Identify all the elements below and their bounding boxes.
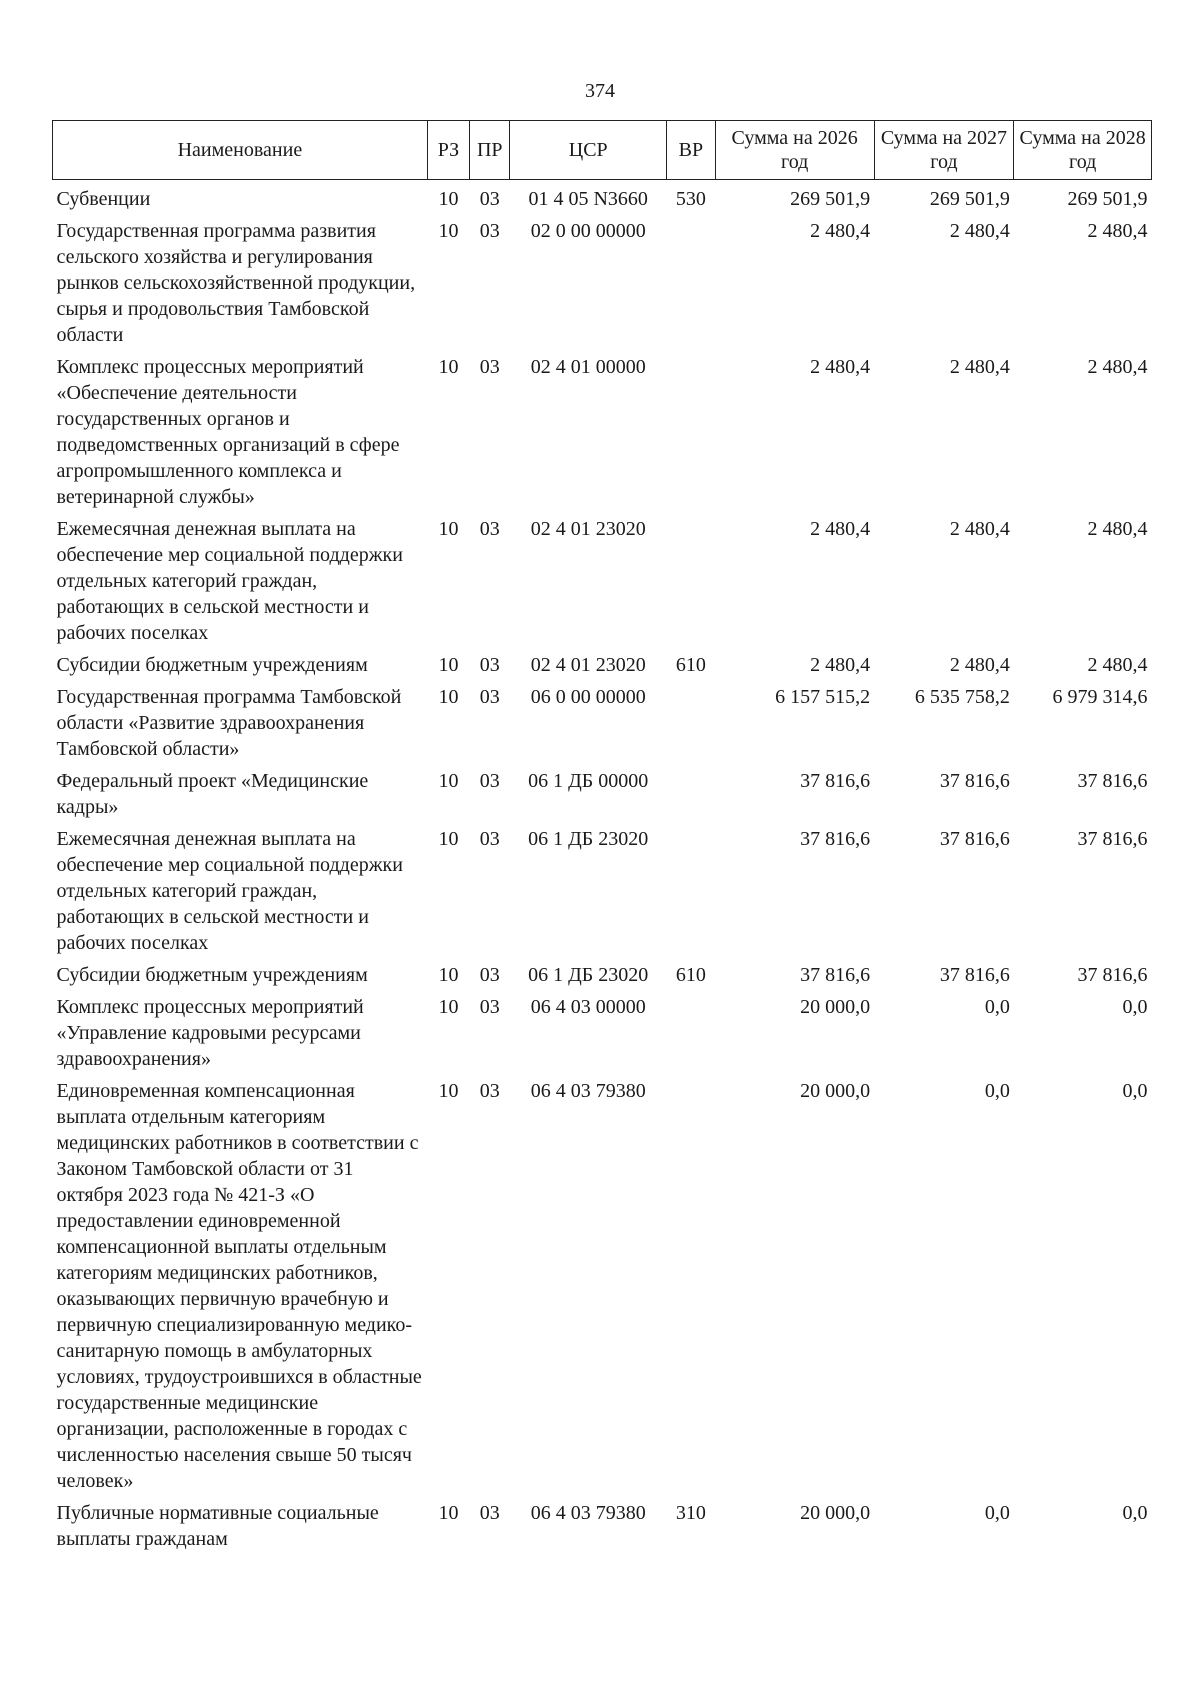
row-vr [667, 678, 716, 762]
row-sum-2026: 2 480,4 [810, 518, 871, 540]
row-name: Единовременная компенсационная выплата отдельным категориям медицинских работников в соответствии с Законом Тамбовской области от 31 октября 2023 года № 421-З «О предоставлении единовременной компенсационной выплаты отдельным категориям медицинских работников, оказывающих первичную врачебную и первичную специализированную медико-санитарную помощь в амбулаторных условиях, трудоустроившихся в областные государственные медицинские организации, расположенные в городах с численностью населения свыше 50 тысяч человек» [56, 1080, 422, 1492]
header-sum-2028: Сумма на 2028 год [1014, 121, 1152, 180]
row-sum-2028: 37 816,6 [1077, 964, 1148, 986]
row-sum-2026: 37 816,6 [800, 828, 871, 850]
row-vr [667, 510, 716, 646]
row-sum-2027: 6 535 758,2 [914, 686, 1010, 708]
row-name: Публичные нормативные социальные выплаты гражданам [56, 1502, 379, 1550]
row-sum-2028: 2 480,4 [1087, 518, 1148, 540]
row-csr: 06 1 ДБ 23020 [528, 828, 649, 850]
header-vr: ВР [667, 121, 716, 180]
row-sum-2026: 37 816,6 [800, 964, 871, 986]
row-vr: 610 [675, 964, 706, 986]
row-vr: 610 [675, 654, 706, 676]
row-csr: 06 4 03 79380 [530, 1080, 646, 1102]
table-header-row [53, 121, 1152, 180]
row-pr: 03 [479, 220, 500, 242]
row-csr: 06 1 ДБ 00000 [528, 770, 649, 792]
row-sum-2026: 2 480,4 [810, 356, 871, 378]
row-sum-2027: 2 480,4 [949, 654, 1010, 676]
row-sum-2028: 269 501,9 [1067, 188, 1148, 210]
row-name: Субсидии бюджетным учреждениям [56, 654, 368, 676]
row-vr: 310 [675, 1502, 706, 1524]
row-sum-2027: 2 480,4 [949, 518, 1010, 540]
row-csr: 06 1 ДБ 23020 [528, 964, 649, 986]
row-pr: 03 [479, 770, 500, 792]
row-csr: 06 4 03 79380 [530, 1502, 646, 1524]
row-csr: 02 4 01 23020 [530, 654, 646, 676]
row-sum-2026: 2 480,4 [810, 220, 871, 242]
row-pr: 03 [479, 654, 500, 676]
row-name: Комплекс процессных мероприятий «Обеспечение деятельности государственных органов и подведомственных организаций в сфере агропромышленного комплекса и ветеринарной службы» [56, 356, 400, 508]
row-csr: 02 4 01 00000 [530, 356, 646, 378]
row-sum-2028: 2 480,4 [1087, 356, 1148, 378]
row-vr [667, 820, 716, 956]
row-rz: 10 [438, 356, 459, 378]
row-rz: 10 [438, 996, 459, 1018]
table-row [53, 762, 1152, 820]
row-sum-2027: 2 480,4 [949, 220, 1010, 242]
row-sum-2028: 2 480,4 [1087, 654, 1148, 676]
row-csr: 01 4 05 N3660 [528, 188, 648, 210]
table-row [53, 180, 1152, 213]
row-rz: 10 [438, 686, 459, 708]
row-rz: 10 [438, 654, 459, 676]
table-row [53, 646, 1152, 678]
row-sum-2027: 2 480,4 [949, 356, 1010, 378]
row-pr: 03 [479, 188, 500, 210]
row-rz: 10 [438, 770, 459, 792]
header-sum-2026: Сумма на 2026 год [715, 121, 874, 180]
row-pr: 03 [479, 1502, 500, 1524]
row-sum-2026: 20 000,0 [800, 996, 871, 1018]
row-rz: 10 [438, 964, 459, 986]
row-sum-2026: 20 000,0 [800, 1080, 871, 1102]
row-vr: 530 [675, 188, 706, 210]
row-name: Государственная программа развития сельского хозяйства и регулирования рынков сельскохозяйственной продукции, сырья и продовольствия Тамбовской области [56, 220, 416, 346]
header-sum-2027: Сумма на 2027 год [874, 121, 1014, 180]
row-sum-2027: 0,0 [984, 1080, 1010, 1102]
table-row [53, 988, 1152, 1072]
row-sum-2027: 0,0 [984, 1502, 1010, 1524]
row-sum-2028: 0,0 [1122, 1502, 1148, 1524]
row-pr: 03 [479, 686, 500, 708]
row-sum-2026: 6 157 515,2 [775, 686, 871, 708]
row-pr: 03 [479, 518, 500, 540]
row-pr: 03 [479, 1080, 500, 1102]
table-row [53, 212, 1152, 348]
table-row [53, 956, 1152, 988]
row-pr: 03 [479, 964, 500, 986]
row-csr: 02 0 00 00000 [530, 220, 646, 242]
header-pr: ПР [470, 121, 510, 180]
row-rz: 10 [438, 1080, 459, 1102]
row-name: Субсидии бюджетным учреждениям [56, 964, 368, 986]
row-rz: 10 [438, 518, 459, 540]
row-name: Федеральный проект «Медицинские кадры» [56, 770, 369, 818]
table-row [53, 348, 1152, 510]
header-name: Наименование [53, 121, 428, 180]
row-name: Ежемесячная денежная выплата на обеспечение мер социальной поддержки отдельных категорий граждан, работающих в сельской местности и рабочих поселках [56, 828, 403, 954]
row-sum-2027: 37 816,6 [939, 770, 1010, 792]
row-sum-2027: 37 816,6 [939, 964, 1010, 986]
row-name: Государственная программа Тамбовской области «Развитие здравоохранения Тамбовской области» [56, 686, 402, 760]
row-rz: 10 [438, 220, 459, 242]
row-sum-2026: 269 501,9 [790, 188, 871, 210]
row-rz: 10 [438, 828, 459, 850]
row-pr: 03 [479, 828, 500, 850]
row-sum-2028: 37 816,6 [1077, 770, 1148, 792]
row-sum-2027: 37 816,6 [939, 828, 1010, 850]
row-sum-2026: 20 000,0 [800, 1502, 871, 1524]
row-sum-2026: 37 816,6 [800, 770, 871, 792]
row-pr: 03 [479, 996, 500, 1018]
row-sum-2028: 0,0 [1122, 1080, 1148, 1102]
row-sum-2028: 6 979 314,6 [1052, 686, 1148, 708]
row-pr: 03 [479, 356, 500, 378]
row-name: Субвенции [56, 188, 151, 210]
header-rz: РЗ [427, 121, 469, 180]
row-sum-2028: 0,0 [1122, 996, 1148, 1018]
page-number: 374 [585, 80, 615, 102]
row-sum-2028: 2 480,4 [1087, 220, 1148, 242]
row-name: Ежемесячная денежная выплата на обеспечение мер социальной поддержки отдельных категорий граждан, работающих в сельской местности и рабочих поселках [56, 518, 403, 644]
row-sum-2026: 2 480,4 [810, 654, 871, 676]
row-vr [667, 348, 716, 510]
row-csr: 06 4 03 00000 [530, 996, 646, 1018]
row-sum-2027: 269 501,9 [929, 188, 1010, 210]
row-vr [667, 1072, 716, 1494]
row-csr: 02 4 01 23020 [530, 518, 646, 540]
row-sum-2028: 37 816,6 [1077, 828, 1148, 850]
row-rz: 10 [438, 1502, 459, 1524]
row-name: Комплекс процессных мероприятий «Управление кадровыми ресурсами здравоохранения» [56, 996, 364, 1070]
row-csr: 06 0 00 00000 [530, 686, 646, 708]
budget-table [52, 120, 1152, 1552]
table-row [53, 510, 1152, 646]
row-sum-2027: 0,0 [984, 996, 1010, 1018]
header-csr: ЦСР [510, 121, 667, 180]
table-row [53, 1072, 1152, 1494]
row-vr [667, 212, 716, 348]
table-row [53, 1494, 1152, 1552]
table-row [53, 678, 1152, 762]
row-vr [667, 988, 716, 1072]
table-row [53, 820, 1152, 956]
row-rz: 10 [438, 188, 459, 210]
row-vr [667, 762, 716, 820]
